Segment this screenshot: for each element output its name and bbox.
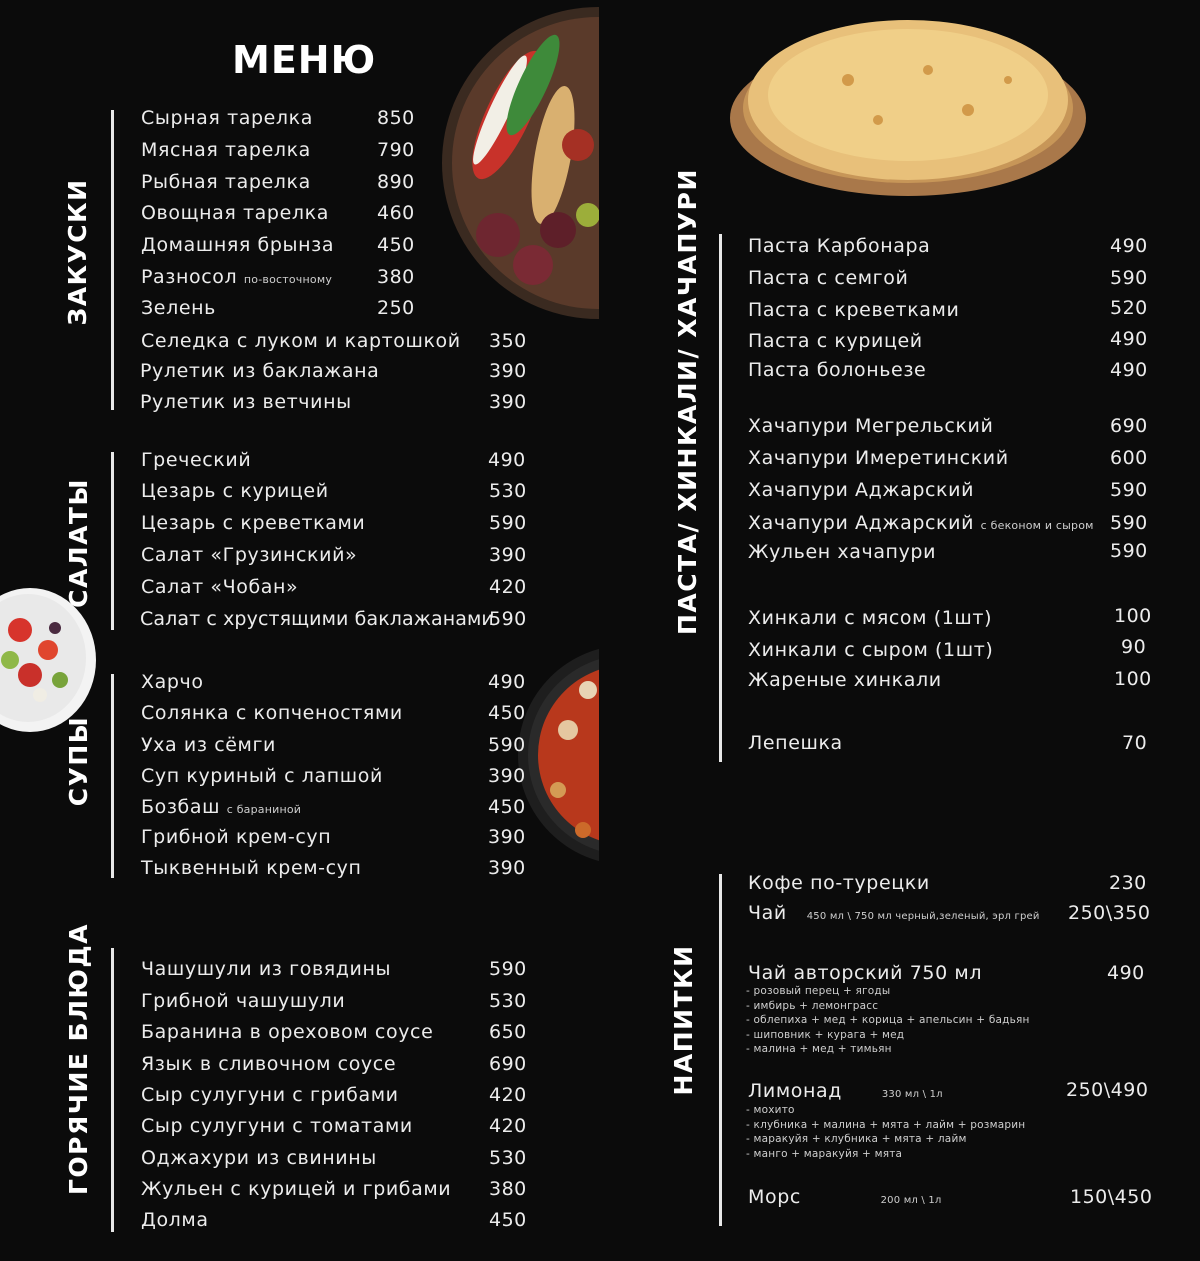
menu-price: 690 [489,1053,527,1075]
menu-item: Домашняя брынза [141,234,335,256]
menu-item: Бозбаш с бараниной [141,796,302,818]
section-label-supy: СУПЫ [64,715,93,807]
menu-price: 390 [488,826,526,848]
menu-price: 100 [1114,668,1152,690]
menu-item: Сырная тарелка [141,107,313,129]
menu-price: 390 [488,765,526,787]
menu-item: Баранина в ореховом соусе [141,1021,434,1043]
menu-item: Уха из сёмги [141,734,276,756]
menu-item: Чай 450 мл \ 750 мл черный,зеленый, эрл грей [748,902,1040,924]
menu-item: Паста с курицей [748,330,923,352]
menu-item-note: по-восточному [243,273,333,286]
menu-item: Суп куриный с лапшой [141,765,383,787]
menu-price: 590 [1110,479,1148,501]
menu-item: Цезарь с креветками [141,512,366,534]
menu-price: 450 [488,796,526,818]
menu-price: 530 [489,480,527,502]
drink-option: - шиповник + курага + мед [746,1028,905,1041]
menu-item: Рулетик из ветчины [140,391,352,413]
menu-price: 890 [377,171,415,193]
menu-item: Чай авторский 750 мл [748,962,983,984]
menu-price: 590 [489,958,527,980]
menu-price: 490 [1107,962,1145,984]
menu-price: 390 [489,360,527,382]
menu-item: Морс 200 мл \ 1л [748,1186,942,1208]
menu-item: Рулетик из баклажана [140,360,380,382]
menu-price: 590 [489,512,527,534]
menu-item: Зелень [141,297,216,319]
menu-price: 790 [377,139,415,161]
menu-price: 590 [488,734,526,756]
menu-price: 390 [489,544,527,566]
supy-divider [111,674,114,878]
drink-option: - розовый перец + ягоды [746,985,891,997]
menu-item: Оджахури из свинины [141,1147,377,1169]
menu-price: 490 [1110,328,1148,350]
menu-item-note: 450 мл \ 750 мл черный,зеленый, эрл грей [806,911,1040,922]
section-label-napitki: НАПИТКИ [669,944,698,1096]
menu-item: Хачапури Имеретинский [748,447,1009,469]
menu-item-note: 330 мл \ 1л [881,1089,943,1100]
menu-item: Паста Карбонара [748,235,931,257]
menu-price: 450 [488,702,526,724]
menu-price: 390 [489,391,527,413]
appetizer-platter-image [438,5,599,320]
menu-price: 420 [489,576,527,598]
menu-item: Салат «Чобан» [141,576,299,598]
menu-price: 100 [1114,605,1152,627]
menu-price: 490 [488,449,526,471]
drink-option: - имбирь + лемонграсс [746,999,879,1012]
menu-price: 420 [489,1115,527,1137]
menu-price: 250 [377,297,415,319]
section-label-pasta: ПАСТА/ ХИНКАЛИ/ ХАЧАПУРИ [673,168,702,635]
menu-price: 450 [377,234,415,256]
menu-item: Мясная тарелка [141,139,311,161]
menu-item: Паста с креветками [748,299,960,321]
menu-item: Жульен хачапури [748,541,937,563]
soup-pot-image [518,630,599,880]
menu-price: 490 [1110,359,1148,381]
drink-option: - мохито [746,1104,795,1116]
menu-price: 590 [489,608,527,630]
menu-price: 390 [488,857,526,879]
menu-price: 530 [489,1147,527,1169]
section-label-zakuski: ЗАКУСКИ [63,178,92,326]
drink-option: - облепиха + мед + корица + апельсин + бадьян [746,1014,1030,1026]
menu-item: Жульен с курицей и грибами [141,1178,452,1200]
section-label-salaty: САЛАТЫ [64,478,93,608]
menu-price: 230 [1109,872,1147,894]
menu-item: Долма [141,1209,209,1231]
menu-item: Рыбная тарелка [141,171,311,193]
menu-price: 490 [1110,235,1148,257]
drink-option: - манго + маракуйя + мята [746,1147,903,1160]
menu-price: 590 [1110,267,1148,289]
menu-price: 520 [1110,297,1148,319]
menu-item: Разносол по-восточному [141,266,333,288]
drink-option: - клубника + малина + мята + лайм + розмарин [746,1118,1026,1131]
menu-price: 420 [489,1084,527,1106]
menu-price: 380 [377,266,415,288]
menu-item: Хачапури Мегрельский [748,415,994,437]
menu-item: Овощная тарелка [141,202,329,224]
menu-item-note: 200 мл \ 1л [880,1195,942,1206]
menu-price: 450 [489,1209,527,1231]
menu-price: 590 [1110,540,1148,562]
menu-price: 590 [1110,512,1148,534]
menu-price: 350 [489,330,527,352]
menu-item: Салат с хрустящими баклажанами [140,608,494,630]
menu-price: 250\350 [1068,902,1151,924]
menu-price: 530 [489,990,527,1012]
menu-item: Грибной чашушули [141,990,346,1012]
menu-item: Паста болоньезе [748,359,927,381]
menu-item: Сыр сулугуни с томатами [141,1115,413,1137]
drink-option: - малина + мед + тимьян [746,1043,892,1055]
menu-item-note: с беконом и сыром [980,519,1094,532]
menu-item: Хинкали с сыром (1шт) [748,639,994,661]
menu-item: Чашушули из говядины [141,958,392,980]
page-title: МЕНЮ [232,38,377,82]
menu-item: Паста с семгой [748,267,909,289]
menu-item: Грибной крем-суп [141,826,332,848]
menu-item: Язык в сливочном соусе [141,1053,397,1075]
zakuski-divider [111,110,114,410]
menu-item: Греческий [141,449,252,471]
menu-item: Хачапури Аджарский [748,479,975,501]
menu-item: Селедка с луком и картошкой [141,330,461,352]
menu-price: 380 [489,1178,527,1200]
menu-price: 690 [1110,415,1148,437]
menu-item: Цезарь с курицей [141,480,329,502]
menu-item: Солянка с копченостями [141,702,403,724]
napitki-divider [719,874,722,1226]
menu-price: 250\490 [1066,1079,1149,1101]
menu-price: 460 [377,202,415,224]
menu-item: Харчо [141,671,204,693]
menu-price: 850 [377,107,415,129]
menu-item: Салат «Грузинский» [141,544,358,566]
menu-price: 650 [489,1021,527,1043]
menu-item: Хачапури Аджарский с беконом и сыром [748,512,1094,534]
menu-item: Сыр сулугуни с грибами [141,1084,399,1106]
menu-price: 90 [1121,636,1147,658]
salaty-divider [111,452,114,630]
menu-item-note: с бараниной [226,803,302,816]
menu-price: 150\450 [1070,1186,1153,1208]
menu-item: Тыквенный крем-суп [141,857,362,879]
menu-price: 70 [1122,732,1148,754]
goryachie-divider [111,948,114,1232]
menu-item: Хинкали с мясом (1шт) [748,607,993,629]
pasta-divider [719,234,722,762]
menu-item: Кофе по-турецки [748,872,930,894]
section-label-goryachie: ГОРЯЧИЕ БЛЮДА [64,923,93,1195]
menu-item: Жареные хинкали [748,669,942,691]
menu-item: Лепешка [748,732,843,754]
menu-price: 490 [488,671,526,693]
menu-item: Лимонад 330 мл \ 1л [748,1080,943,1102]
drink-option: - маракуйя + клубника + мята + лайм [746,1133,967,1145]
khachapuri-image [728,10,1088,205]
menu-price: 600 [1110,447,1148,469]
